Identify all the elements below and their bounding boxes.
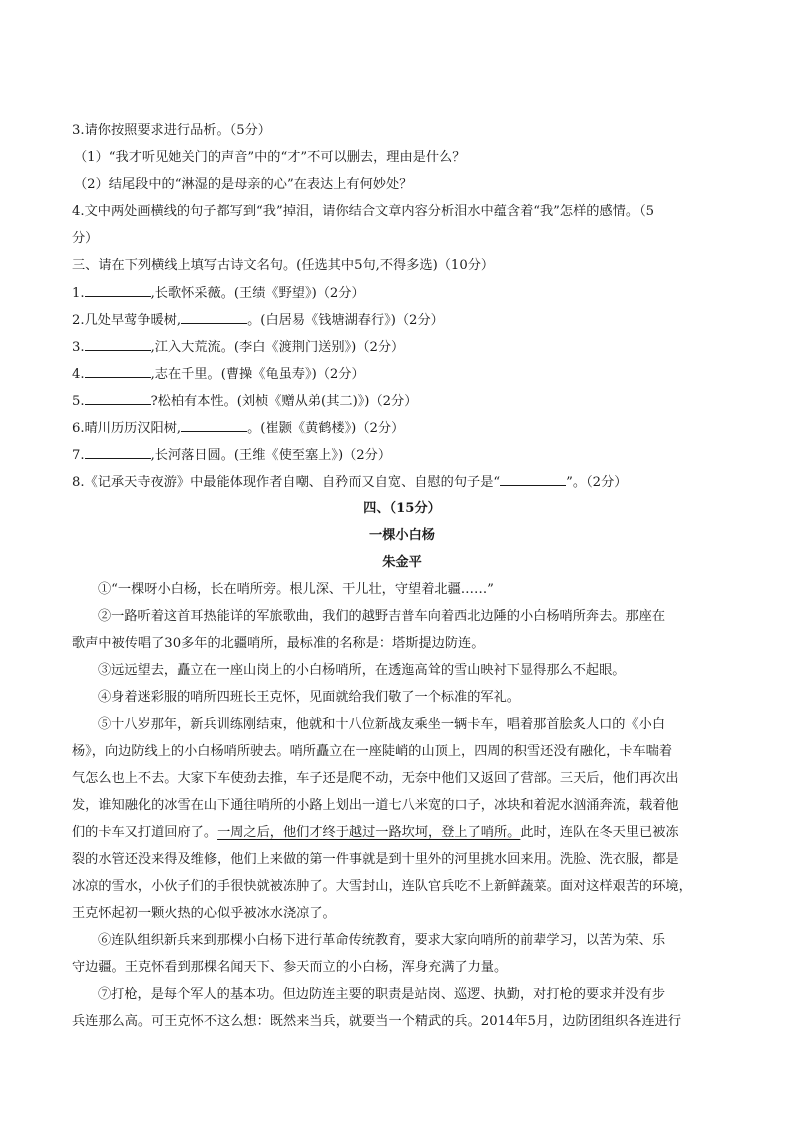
- item-text: ,长河落日圆。(王维《使至塞上》)（2分）: [150, 448, 392, 463]
- item-text: ,江入大荒流。(李白《渡荆门送别》)（2分）: [150, 340, 405, 355]
- item-number: 5.: [72, 394, 85, 409]
- paragraph-5-line-6: 裂的水管还没来得及维修，他们上来做的第一件事就是到十里外的河里挑水回来用。洗脸、洗衣服，都是: [72, 852, 679, 867]
- paragraph-2-line-2: 歌声中被传唱了30多年的北疆哨所，最标准的名称是：塔斯提边防连。: [72, 636, 485, 651]
- answer-blank[interactable]: [181, 310, 247, 324]
- answer-blank[interactable]: [85, 364, 151, 378]
- answer-blank[interactable]: [85, 283, 151, 297]
- paragraph-1: ①“一棵呀小白杨，长在哨所旁。根儿深、干儿壮，守望着北疆……”: [98, 582, 494, 597]
- item-text-before: 《记承天寺夜游》中最能体现作者自嘲、自矜而又自宽、自慰的句子是“: [84, 475, 501, 490]
- question-3-title: 3.请你按照要求进行品析。（5分）: [72, 123, 271, 138]
- underlined-sentence: 一周之后，他们才终于越过一路坎坷，登上了哨所。: [217, 825, 521, 840]
- item-text: 。(崔颢《黄鹤楼》)（2分）: [247, 421, 405, 436]
- question-3-sub-2: （2）结尾段中的“淋湿的是母亲的心”在表达上有何妙处？: [74, 177, 413, 192]
- paragraph-4: ④身着迷彩服的哨所四班长王克怀，见面就给我们敬了一个标准的军礼。: [98, 690, 520, 705]
- paragraph-5-line-5: [72, 823, 679, 843]
- item-number: 7.: [72, 448, 85, 463]
- poem-item-8: [72, 472, 627, 493]
- text-segment: 们的卡车又打道回府了。: [72, 825, 218, 840]
- article-author: 朱金平: [382, 555, 422, 570]
- item-text-before: 几处早莺争暖树,: [84, 313, 182, 328]
- paragraph-5-line-3: 气怎么也上不去。大家下车使劲去推，车子还是爬不动，无奈中他们又返回了营部。三天后，他们再次出: [72, 771, 679, 786]
- answer-blank[interactable]: [85, 445, 151, 459]
- item-number: 3.: [72, 340, 85, 355]
- paragraph-5-line-4: 发，谁知融化的冰雪在山下通往哨所的小路上划出一道七八米宽的口子，冰块和着泥水汹涌奔流，载着他: [72, 798, 679, 813]
- item-number: 4.: [72, 367, 85, 382]
- poem-item-4: [72, 364, 365, 385]
- article-title: 一棵小白杨: [369, 528, 435, 543]
- poem-item-7: [72, 445, 391, 466]
- text-segment: 此时，连队在冬天里已被冻: [520, 825, 679, 840]
- answer-blank[interactable]: [85, 391, 151, 405]
- item-number: 8.: [72, 475, 85, 490]
- question-4-line-1: 4.文中两处画横线的句子都写到“我”掉泪，请你结合文章内容分析泪水中蕴含着“我”怎样的感情。（5: [72, 204, 655, 219]
- paragraph-5-line-7: 冰凉的雪水，小伙子们的手很快就被冻肿了。大雪封山，连队官兵吃不上新鲜蔬菜。面对这样艰苦的环境，: [72, 879, 692, 894]
- poem-item-2: [72, 310, 444, 331]
- paragraph-5-line-2: 杨》，向边防线上的小白杨哨所驶去。哨所矗立在一座陡峭的山顶上，四周的积雪还没有融化，卡车喘着: [72, 744, 673, 759]
- paragraph-5-line-8: 王克怀起初一颗火热的心似乎被冰水浇凉了。: [72, 906, 336, 921]
- answer-blank[interactable]: [181, 418, 247, 432]
- answer-blank[interactable]: [500, 472, 566, 486]
- paragraph-6-line-1: ⑥连队组织新兵来到那棵小白杨下进行革命传统教育，要求大家向哨所的前辈学习，以苦为荣、乐: [98, 933, 666, 948]
- item-text: ,长歌怀采薇。(王绩《野望》)（2分）: [150, 286, 365, 301]
- poem-item-1: [72, 283, 365, 304]
- paragraph-6-line-2: 守边疆。王克怀看到那棵名闻天下、参天而立的小白杨，浑身充满了力量。: [72, 960, 508, 975]
- poem-item-5: [72, 391, 417, 412]
- item-text: ”。（2分）: [566, 475, 628, 490]
- item-number: 6.: [72, 421, 85, 436]
- item-number: 2.: [72, 313, 85, 328]
- item-text: ?松柏有本性。(刘桢《赠从弟(其二)》)（2分）: [150, 394, 418, 409]
- answer-blank[interactable]: [85, 337, 151, 351]
- part-3-heading: 三、请在下列横线上填写古诗文名句。(任选其中5句,不得多选)（10分）: [72, 258, 495, 273]
- poem-item-6: [72, 418, 404, 439]
- poem-item-3: [72, 337, 404, 358]
- item-text-before: 晴川历历汉阳树,: [84, 421, 182, 436]
- question-3-sub-1: （1）“我才听见她关门的声音”中的“才”不可以删去，理由是什么？: [74, 150, 466, 165]
- paragraph-3: ③远远望去，矗立在一座山岗上的小白杨哨所，在透迤高耸的雪山映衬下显得那么不起眼。: [98, 663, 626, 678]
- part-4-heading: 四、（15分）: [363, 501, 441, 516]
- item-text: ,志在千里。(曹操《龟虽寿》)（2分）: [150, 367, 365, 382]
- question-4-line-2: 分）: [72, 231, 99, 246]
- paragraph-2-line-1: ②一路听着这首耳热能详的军旅歌曲，我们的越野吉普车向着西北边陲的小白杨哨所奔去。那座在: [98, 609, 666, 624]
- item-text: 。(白居易《钱塘湖春行》)（2分）: [247, 313, 444, 328]
- item-number: 1.: [72, 286, 85, 301]
- paragraph-5-line-1: ⑤十八岁那年，新兵训练刚结束，他就和十八位新战友乘坐一辆卡车，唱着那首脍炙人口的《小白: [98, 717, 666, 732]
- paragraph-7-line-2: 兵连那么高。可王克怀不这么想：既然来当兵，就要当一个精武的兵。2014年5月，边防团组织各连进行: [72, 1014, 682, 1029]
- paragraph-7-line-1: ⑦打枪，是每个军人的基本功。但边防连主要的职责是站岗、巡逻、执勤，对打枪的要求并没有步: [98, 987, 666, 1002]
